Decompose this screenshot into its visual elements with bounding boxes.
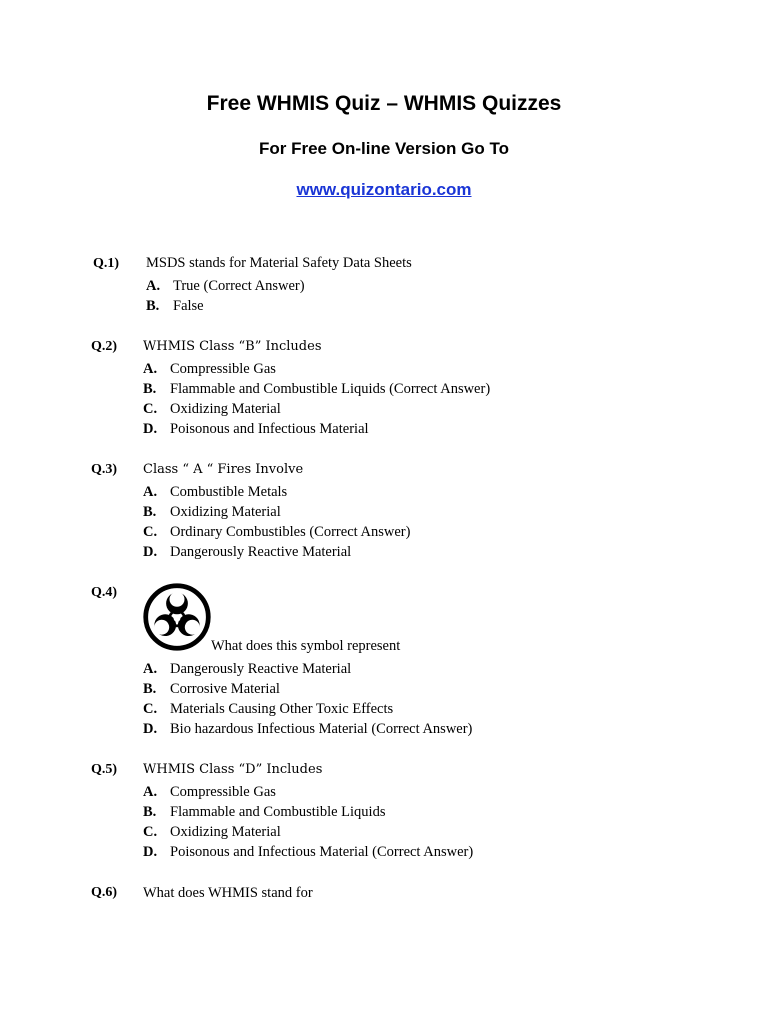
- option-letter: B.: [143, 804, 157, 820]
- question-6-number: Q.6): [91, 885, 118, 900]
- option-text: Corrosive Material: [170, 681, 280, 697]
- option-letter: A.: [143, 784, 158, 800]
- option-letter: B.: [146, 298, 160, 314]
- option-letter: D.: [143, 721, 158, 737]
- option-letter: C.: [143, 401, 158, 417]
- option-text: Compressible Gas: [170, 784, 276, 800]
- question-1-option-a: [146, 278, 305, 295]
- option-letter: C.: [143, 701, 158, 717]
- question-6-text: What does WHMIS stand for: [143, 885, 313, 901]
- page-title: Free WHMIS Quiz – WHMIS Quizzes: [206, 92, 562, 115]
- option-text: Combustible Metals: [170, 484, 288, 500]
- option-text: Dangerously Reactive Material: [170, 661, 352, 677]
- question-4-option-a: [143, 661, 351, 678]
- question-4-option-d: [143, 721, 472, 738]
- option-text: Compressible Gas: [170, 361, 276, 377]
- option-text: False: [173, 298, 204, 314]
- option-text: Poisonous and Infectious Material: [170, 421, 369, 437]
- option-letter: A.: [146, 278, 161, 294]
- option-letter: B.: [143, 681, 157, 697]
- question-2-text: WHMIS Class “B” Includes: [143, 339, 322, 354]
- question-5-option-c: [143, 824, 281, 841]
- option-text: Ordinary Combustibles (Correct Answer): [170, 524, 411, 540]
- quizontario-link[interactable]: www.quizontario.com: [296, 180, 472, 199]
- question-4-number: Q.4): [91, 585, 118, 600]
- option-letter: A.: [143, 484, 158, 500]
- question-3-option-c: [143, 524, 410, 541]
- question-5-option-a: [143, 784, 276, 801]
- question-2-option-a: [143, 361, 276, 378]
- option-text: Flammable and Combustible Liquids: [170, 804, 386, 820]
- option-letter: D.: [143, 544, 158, 560]
- question-2-option-b: [143, 381, 490, 398]
- question-4-option-b: [143, 681, 280, 698]
- option-letter: D.: [143, 844, 158, 860]
- option-letter: A.: [143, 361, 158, 377]
- option-text: Oxidizing Material: [170, 401, 281, 417]
- option-letter: B.: [143, 381, 157, 397]
- question-3-number: Q.3): [91, 462, 118, 477]
- option-letter: B.: [143, 504, 157, 520]
- option-text: True (Correct Answer): [173, 278, 305, 294]
- option-letter: A.: [143, 661, 158, 677]
- question-2-option-d: [143, 421, 369, 438]
- option-text: Dangerously Reactive Material: [170, 544, 352, 560]
- question-2-option-c: [143, 401, 281, 418]
- question-3-option-b: [143, 504, 281, 521]
- question-3-option-d: [143, 544, 351, 561]
- question-3-text: Class “ A “ Fires Involve: [143, 462, 304, 477]
- option-letter: C.: [143, 824, 158, 840]
- site-link-container: [0, 180, 768, 200]
- question-2-number: Q.2): [91, 339, 118, 354]
- question-5-number: Q.5): [91, 762, 118, 777]
- option-text: Flammable and Combustible Liquids (Correct Answer): [170, 381, 491, 397]
- question-5-option-b: [143, 804, 385, 821]
- option-letter: D.: [143, 421, 158, 437]
- question-5-option-d: [143, 844, 473, 861]
- question-4-option-c: [143, 701, 393, 718]
- question-1-option-b: [146, 298, 204, 315]
- option-text: Materials Causing Other Toxic Effects: [170, 701, 394, 717]
- option-letter: C.: [143, 524, 158, 540]
- question-1-number: Q.1): [93, 256, 120, 271]
- option-text: Bio hazardous Infectious Material (Correct Answer): [170, 721, 473, 737]
- question-4-text: What does this symbol represent: [211, 638, 401, 654]
- biohazard-icon: [143, 583, 211, 651]
- question-1-text: MSDS stands for Material Safety Data Sheets: [146, 255, 412, 271]
- option-text: Oxidizing Material: [170, 824, 281, 840]
- question-5-text: WHMIS Class “D” Includes: [143, 762, 323, 777]
- page-subtitle: For Free On-line Version Go To: [259, 139, 509, 158]
- option-text: Oxidizing Material: [170, 504, 281, 520]
- option-text: Poisonous and Infectious Material (Correct Answer): [170, 844, 474, 860]
- question-3-option-a: [143, 484, 287, 501]
